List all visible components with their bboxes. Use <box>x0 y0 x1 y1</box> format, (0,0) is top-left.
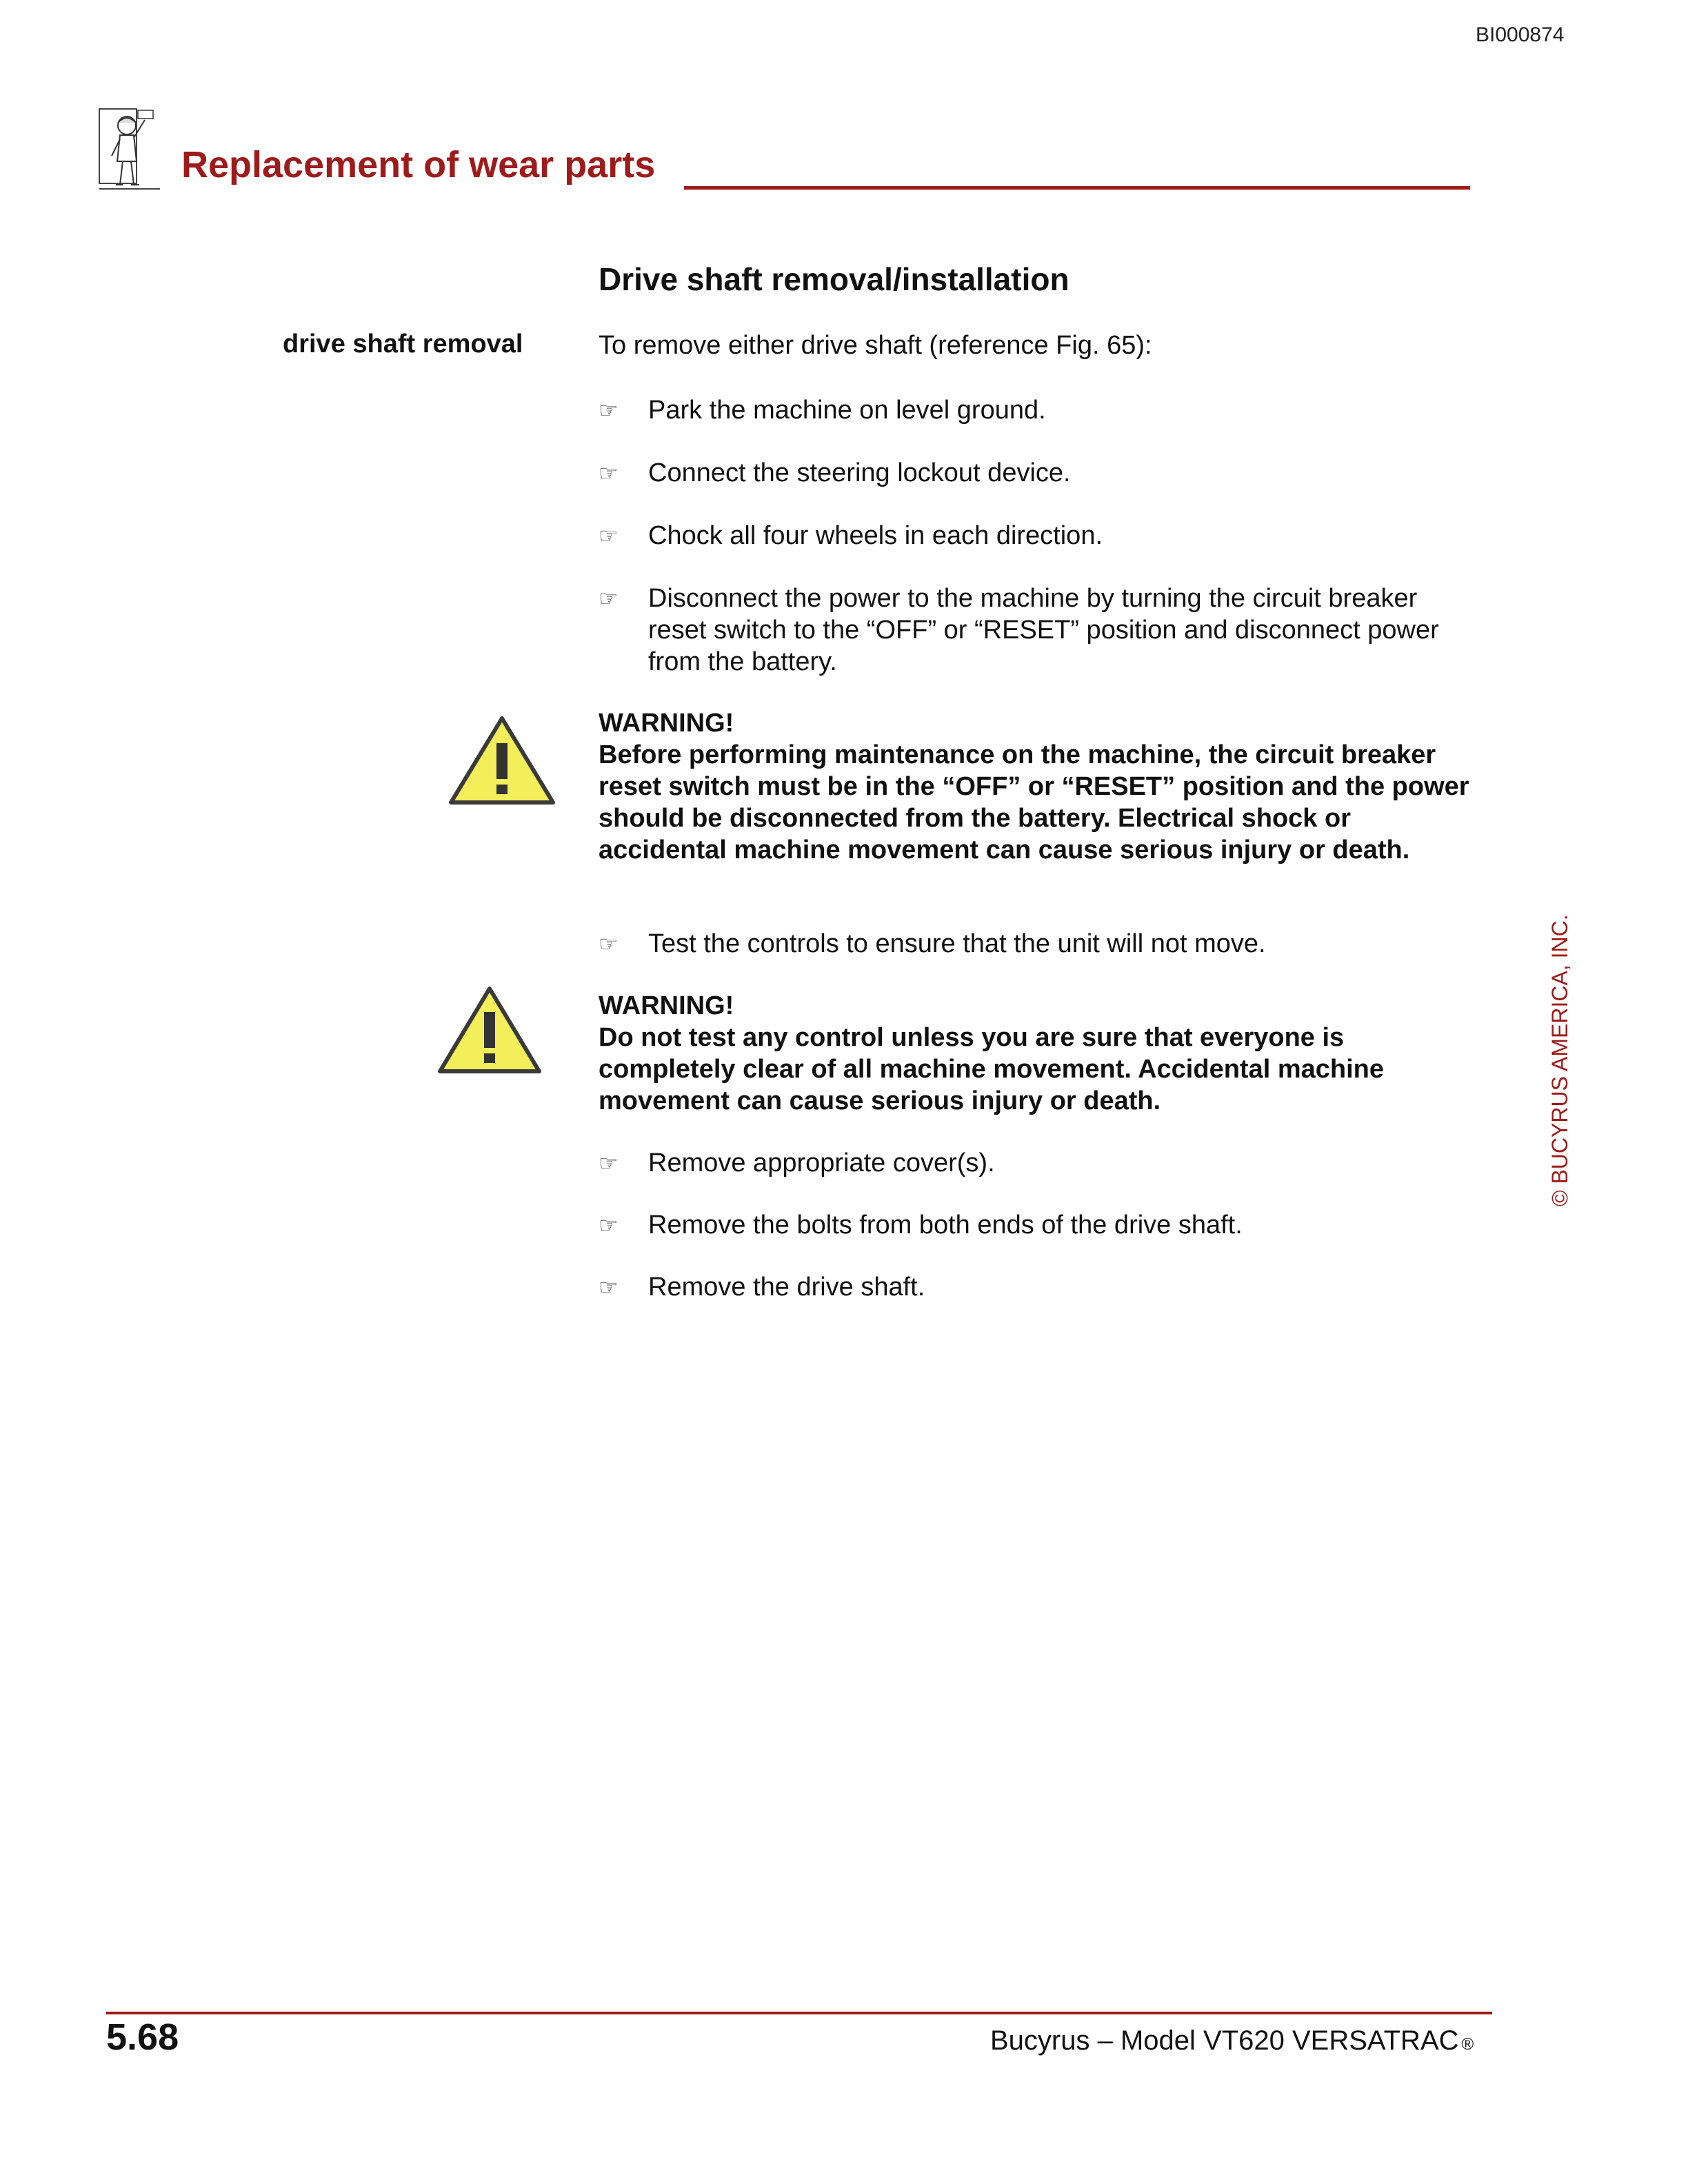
list-item-text: Remove the bolts from both ends of the drive shaft. <box>648 1211 1243 1240</box>
list-item <box>599 457 1474 489</box>
list-item-text: Park the machine on level ground. <box>648 396 1046 425</box>
footer-model: Bucyrus – Model VT620 VERSATRAC <box>990 2025 1459 2056</box>
pointing-hand-icon: ☞ <box>599 931 619 956</box>
subheading: Drive shaft removal/installation <box>599 261 1069 297</box>
list-item <box>599 583 1467 678</box>
document-id: BI000874 <box>1476 23 1565 46</box>
mechanic-worker-icon <box>97 103 165 200</box>
warning-body: Do not test any control unless you are sure that everyone is completely clear of all machine movement. Accidental machine movement can cause serious injury or death. <box>599 1023 1384 1115</box>
warning-block <box>599 990 1481 1117</box>
registered-mark: ® <box>1461 2035 1474 2054</box>
pointing-hand-icon: ☞ <box>599 523 619 548</box>
warning-block <box>599 707 1481 866</box>
copyright-side-note: © BUCYRUS AMERICA, INC. <box>1547 914 1572 1206</box>
warning-title: WARNING! <box>599 709 734 738</box>
list-item <box>599 1271 1474 1303</box>
list-item <box>599 1209 1474 1241</box>
pointing-hand-icon: ☞ <box>599 586 619 611</box>
page-number: 5.68 <box>106 2016 179 2058</box>
list-item-text: Remove the drive shaft. <box>648 1273 925 1302</box>
pointing-hand-icon: ☞ <box>599 1151 619 1175</box>
list-item-text: Disconnect the power to the machine by turning the circuit breaker reset switch to the “OFF” or “RESET” position and disconnect power from the battery. <box>648 584 1439 676</box>
list-item-text: Test the controls to ensure that the unit will not move. <box>648 929 1266 958</box>
warning-title: WARNING! <box>599 991 734 1020</box>
pointing-hand-icon: ☞ <box>599 398 619 423</box>
footer-text <box>990 2025 1474 2056</box>
warning-triangle-icon <box>436 984 543 1077</box>
footer-rule <box>106 2012 1492 2014</box>
intro-text: To remove either drive shaft (reference Fig. 65): <box>599 331 1152 360</box>
title-rule <box>684 186 1470 190</box>
warning-triangle-icon <box>447 714 557 808</box>
list-item-text: Remove appropriate cover(s). <box>648 1149 995 1177</box>
list-item <box>599 520 1474 552</box>
list-item <box>599 928 1474 960</box>
list-item <box>599 394 1474 426</box>
pointing-hand-icon: ☞ <box>599 1275 619 1300</box>
list-item <box>599 1147 1474 1179</box>
margin-label: drive shaft removal <box>283 330 523 358</box>
list-item-text: Chock all four wheels in each direction. <box>648 521 1103 550</box>
section-title: Replacement of wear parts <box>181 144 656 185</box>
warning-body: Before performing maintenance on the machine, the circuit breaker reset switch must be in the “OFF” or “RESET” position and the power should be disconnected from the battery. Electrical shock or accidental machine movement can cause serious injury or death. <box>599 740 1469 865</box>
pointing-hand-icon: ☞ <box>599 461 619 485</box>
list-item-text: Connect the steering lockout device. <box>648 458 1071 487</box>
pointing-hand-icon: ☞ <box>599 1213 619 1237</box>
